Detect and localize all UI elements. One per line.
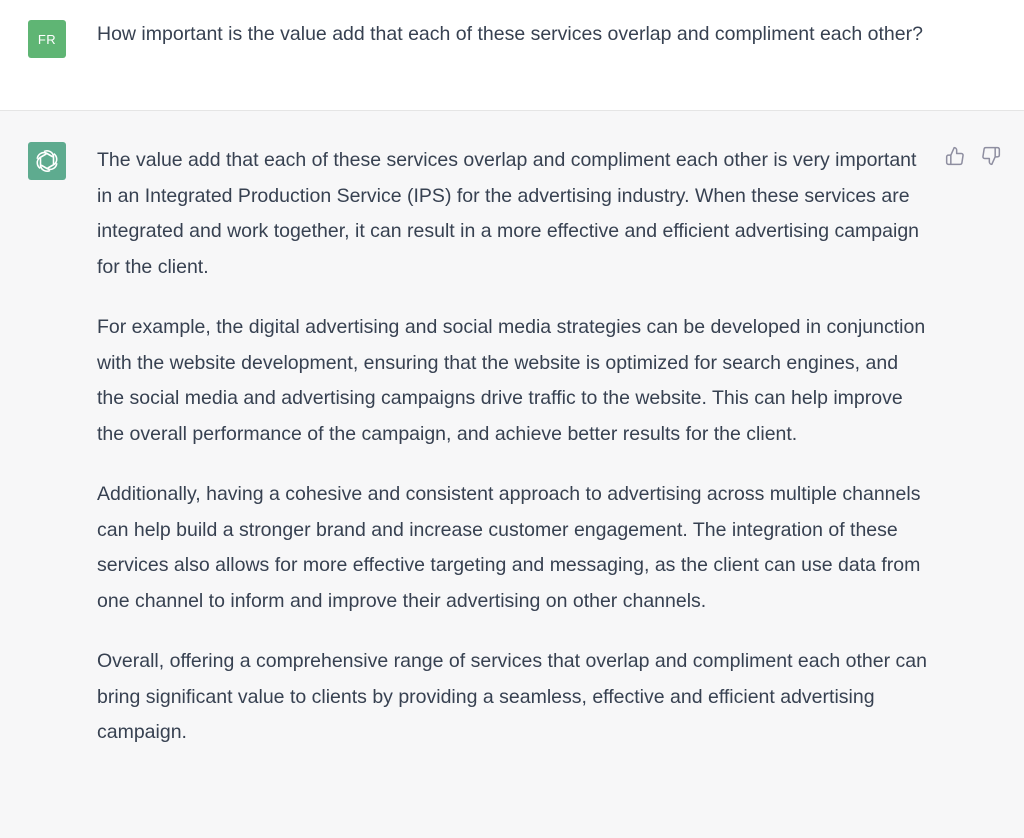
user-avatar: FR bbox=[28, 20, 66, 58]
user-message-text: How important is the value add that each of these services overlap and compliment each other? bbox=[97, 23, 923, 45]
thumbs-up-button[interactable] bbox=[945, 146, 965, 166]
feedback-buttons bbox=[945, 146, 1001, 166]
assistant-paragraph: Additionally, having a cohesive and consistent approach to advertising across multiple channels can help build a stronger brand and increase customer engagement. The integration of these services also allows for more effective targeting and messaging, as the client can use data from one channel to inform and improve their advertising on other channels. bbox=[97, 483, 921, 612]
thumbs-down-button[interactable] bbox=[981, 146, 1001, 166]
assistant-avatar bbox=[28, 142, 66, 180]
assistant-paragraph: The value add that each of these services overlap and compliment each other is very important in an Integrated Production Service (IPS) for the advertising industry. When these services are integrated and work together, it can result in a more effective and efficient advertising campaign for the client. bbox=[97, 149, 920, 278]
assistant-message-text bbox=[97, 143, 927, 776]
user-message-row bbox=[0, 0, 1024, 111]
assistant-paragraph: For example, the digital advertising and social media strategies can be developed in conjunction with the website development, ensuring that the website is optimized for search engines, and the social media and advertising campaigns drive traffic to the website. This can help improve the overall performance of the campaign, and achieve better results for the client. bbox=[97, 316, 926, 445]
thumbs-down-icon bbox=[981, 146, 1001, 166]
assistant-message-row bbox=[0, 111, 1024, 838]
assistant-paragraph: Overall, offering a comprehensive range of services that overlap and compliment each other can bring significant value to clients by providing a seamless, effective and efficient advertising campaign. bbox=[97, 650, 927, 743]
thumbs-up-icon bbox=[945, 146, 965, 166]
openai-logo-icon bbox=[34, 148, 60, 174]
